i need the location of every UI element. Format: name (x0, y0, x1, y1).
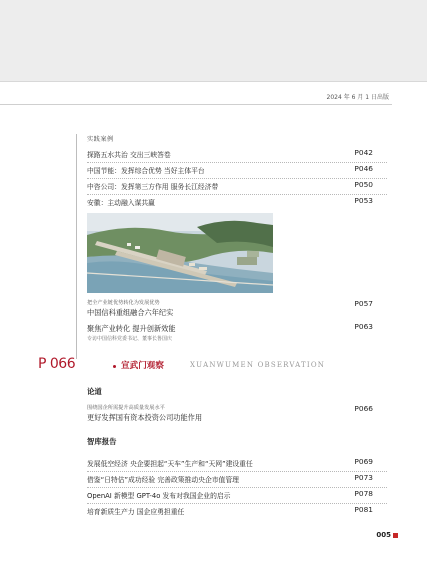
aerial-photo-river-lock-icon (87, 213, 273, 293)
section-title-cn: 宣武门观察 (121, 361, 164, 371)
toc-entry[interactable] (87, 490, 387, 506)
toc-entry-title: 发展低空经济 央企要担起“天车”生产和“天网”建设重任 (87, 460, 253, 468)
toc-entry[interactable] (87, 197, 387, 213)
aerial-photo (87, 213, 273, 293)
dotted-divider (87, 178, 387, 179)
section-dot (113, 365, 116, 368)
section-header-xuanwumen (38, 356, 398, 374)
feature-entry[interactable] (87, 299, 387, 318)
feature-kicker: 把全产业链优势转化为发展优势 (87, 300, 160, 306)
dotted-divider (87, 162, 387, 163)
toc-entry[interactable] (87, 149, 387, 165)
publication-date: 2024 年 6 月 1 日出版 (326, 94, 389, 101)
feature-page: P057 (354, 299, 373, 308)
toc-entry-page: P069 (354, 457, 373, 466)
commentary-entry[interactable] (87, 404, 387, 423)
commentary-page: P066 (354, 404, 373, 413)
left-vertical-rule (76, 134, 77, 359)
dotted-divider (87, 487, 387, 488)
toc-entry-title: OpenAI 新模型 GPT-4o 发布对我国企业的启示 (87, 492, 231, 500)
toc-entry-page: P042 (354, 148, 373, 157)
feature-headline: 中国信科重组融合六年纪实 (87, 308, 174, 317)
toc-entry-title: 中国节能：发挥综合优势 当好主体平台 (87, 167, 205, 175)
toc-entry-title: 安徽：主动融入谋共赢 (87, 199, 155, 207)
header-divider (0, 104, 392, 105)
toc-entry[interactable] (87, 165, 387, 181)
toc-entry-page: P078 (354, 489, 373, 498)
toc-entry-page: P081 (354, 505, 373, 514)
toc-entry-page: P050 (354, 180, 373, 189)
subsection-title-commentary: 论道 (87, 387, 102, 396)
header-band (0, 0, 427, 82)
section-page-number: P 066 (38, 356, 76, 372)
commentary-headline: 更好发挥国有资本投资公司功能作用 (87, 413, 203, 422)
page-folio: 005 (376, 531, 391, 539)
feature-subtitle: 专访中国信科党委书记、董事长鲁国庆 (87, 336, 173, 342)
feature-entry[interactable] (87, 322, 387, 342)
dotted-divider (87, 194, 387, 195)
toc-entry-title: 借鉴“日特估”成功经验 完善政策推动央企市值管理 (87, 476, 239, 484)
toc-entry-page: P053 (354, 196, 373, 205)
folio-marker-icon (393, 533, 398, 538)
commentary-kicker: 围绕国企所需提升高质量发展水平 (87, 405, 165, 411)
toc-entry-page: P073 (354, 473, 373, 482)
toc-entry[interactable] (87, 474, 387, 490)
dotted-divider (87, 471, 387, 472)
toc-entry-title: 中咨公司：发挥第三方作用 服务长江经济带 (87, 183, 219, 191)
subsection-title-think-tank: 智库报告 (87, 437, 117, 446)
toc-entry-title: 培育新质生产力 国企应勇担重任 (87, 508, 185, 516)
toc-entry[interactable] (87, 458, 387, 474)
toc-entry-page: P046 (354, 164, 373, 173)
feature-headline: 聚焦产业转化 提升创新效能 (87, 324, 176, 333)
toc-entry[interactable] (87, 181, 387, 197)
toc-entry[interactable] (87, 506, 387, 522)
feature-page: P063 (354, 322, 373, 331)
section-title-practice: 实践案例 (87, 136, 114, 143)
section-title-en: XUANWUMEN OBSERVATION (190, 361, 326, 369)
dotted-divider (87, 503, 387, 504)
toc-entry-title: 探路五水共治 交出三峡答卷 (87, 151, 171, 159)
